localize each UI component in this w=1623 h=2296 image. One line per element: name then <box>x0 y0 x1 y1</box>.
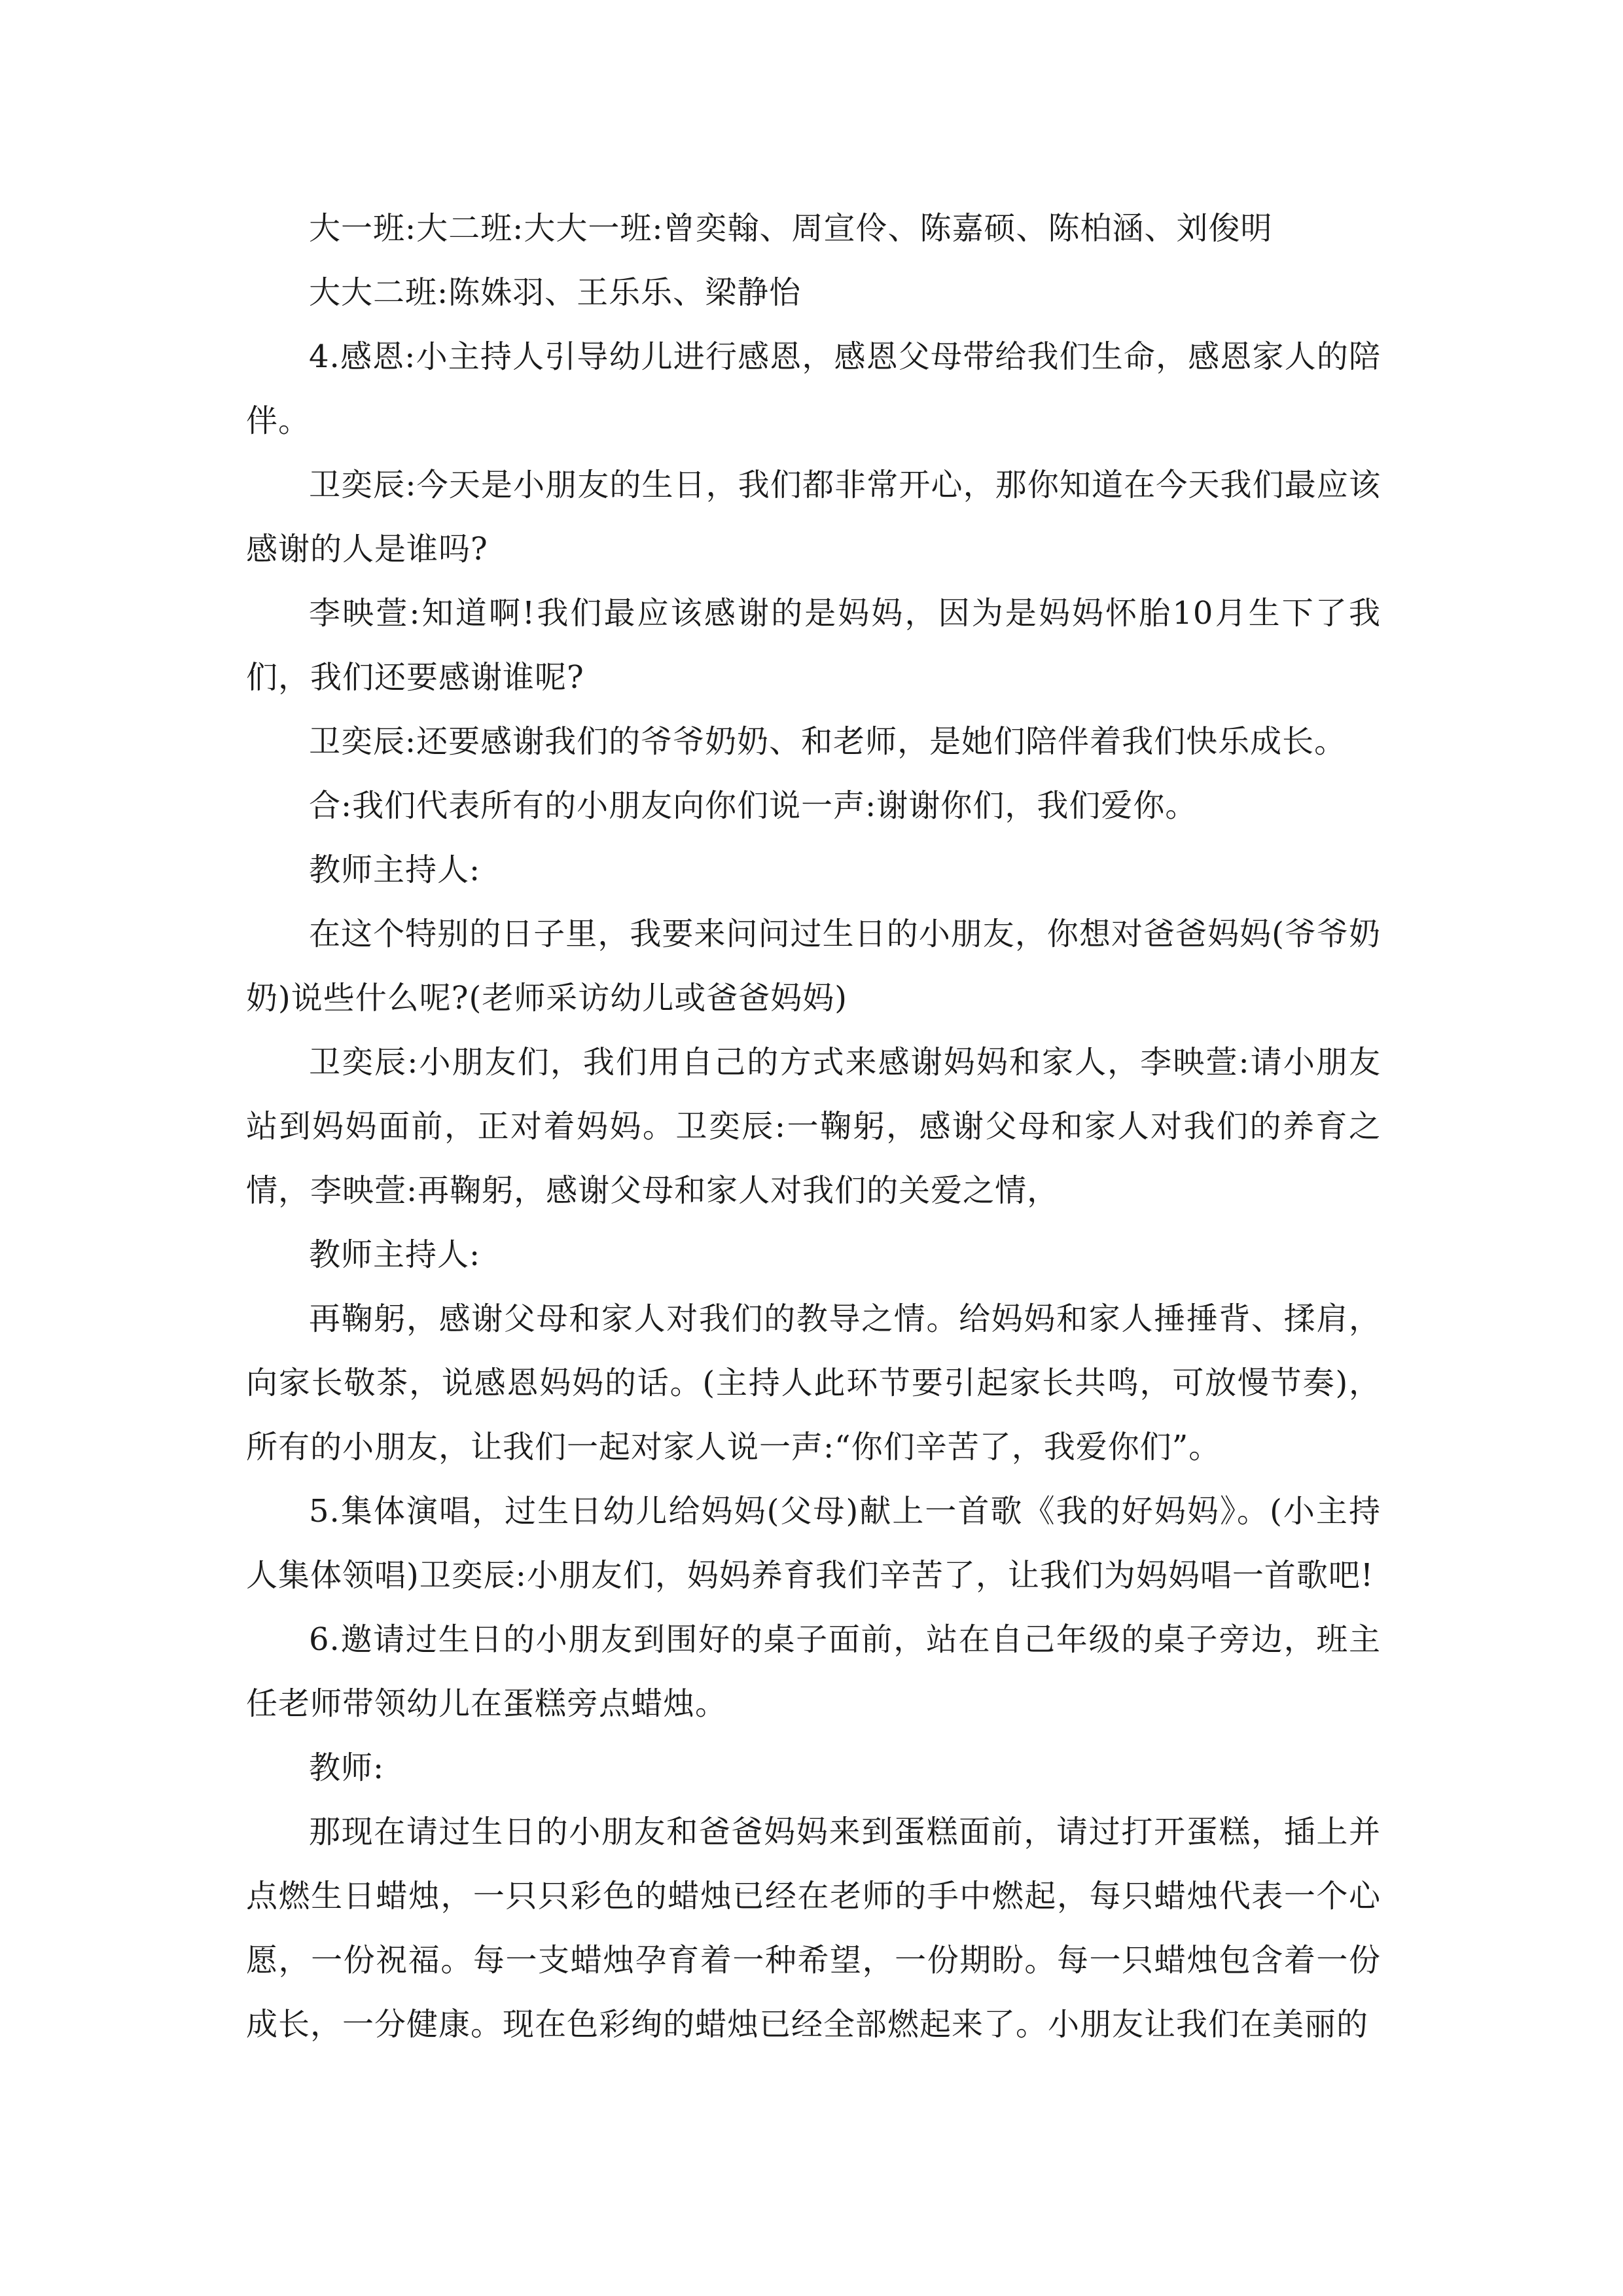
paragraph: 教师: <box>309 1749 385 1786</box>
paragraph: 再鞠躬，感谢父母和家人对我们的教导之情。给妈妈和家人捶捶背、揉肩，向家长敬茶，说感恩妈妈的话。(主持人此环节要引起家长共鸣，可放慢节奏)，所有的小朋友，让我们一起对家人说一声:“你们辛苦了，我爱你们”。 <box>246 1300 1381 1465</box>
paragraph: 李映萱:知道啊!我们最应该感谢的是妈妈，因为是妈妈怀胎10月生下了我们，我们还要感谢谁呢? <box>246 595 1381 696</box>
paragraph: 大一班:大二班:大大一班:曾奕翰、周宣伶、陈嘉硕、陈柏涵、刘俊明 <box>309 210 1273 247</box>
paragraph: 卫奕辰:小朋友们，我们用自己的方式来感谢妈妈和家人，李映萱:请小朋友站到妈妈面前，正对着妈妈。卫奕辰:一鞠躬，感谢父母和家人对我们的养育之情，李映萱:再鞠躬，感谢父母和家人对我们的关爱之情， <box>246 1044 1381 1209</box>
paragraph: 4.感恩:小主持人引导幼儿进行感恩，感恩父母带给我们生命，感恩家人的陪伴。 <box>246 338 1381 439</box>
paragraph: 6.邀请过生日的小朋友到围好的桌子面前，站在自己年级的桌子旁边，班主任老师带领幼儿在蛋糕旁点蜡烛。 <box>246 1621 1381 1722</box>
paragraph: 卫奕辰:还要感谢我们的爷爷奶奶、和老师，是她们陪伴着我们快乐成长。 <box>309 723 1347 760</box>
paragraph: 教师主持人: <box>309 1236 481 1273</box>
paragraph: 5.集体演唱，过生日幼儿给妈妈(父母)献上一首歌《我的好妈妈》。(小主持人集体领唱)卫奕辰:小朋友们，妈妈养育我们辛苦了，让我们为妈妈唱一首歌吧! <box>246 1493 1381 1594</box>
paragraph: 卫奕辰:今天是小朋友的生日，我们都非常开心，那你知道在今天我们最应该感谢的人是谁吗? <box>246 467 1381 567</box>
paragraph: 大大二班:陈姝羽、王乐乐、梁静怡 <box>309 274 802 311</box>
paragraph: 在这个特别的日子里，我要来问问过生日的小朋友，你想对爸爸妈妈(爷爷奶奶)说些什么呢?(老师采访幼儿或爸爸妈妈) <box>246 916 1381 1016</box>
document-body <box>246 196 1381 2056</box>
paragraph: 合:我们代表所有的小朋友向你们说一声:谢谢你们，我们爱你。 <box>309 787 1198 824</box>
paragraph: 那现在请过生日的小朋友和爸爸妈妈来到蛋糕面前，请过打开蛋糕，插上并点燃生日蜡烛，一只只彩色的蜡烛已经在老师的手中燃起，每只蜡烛代表一个心愿，一份祝福。每一支蜡烛孕育着一种希望，一份期盼。每一只蜡烛包含着一份成长，一分健康。现在色彩绚的蜡烛已经全部燃起来了。小朋友让我们在美丽的 <box>246 1814 1381 2043</box>
paragraph: 教师主持人: <box>309 852 481 888</box>
